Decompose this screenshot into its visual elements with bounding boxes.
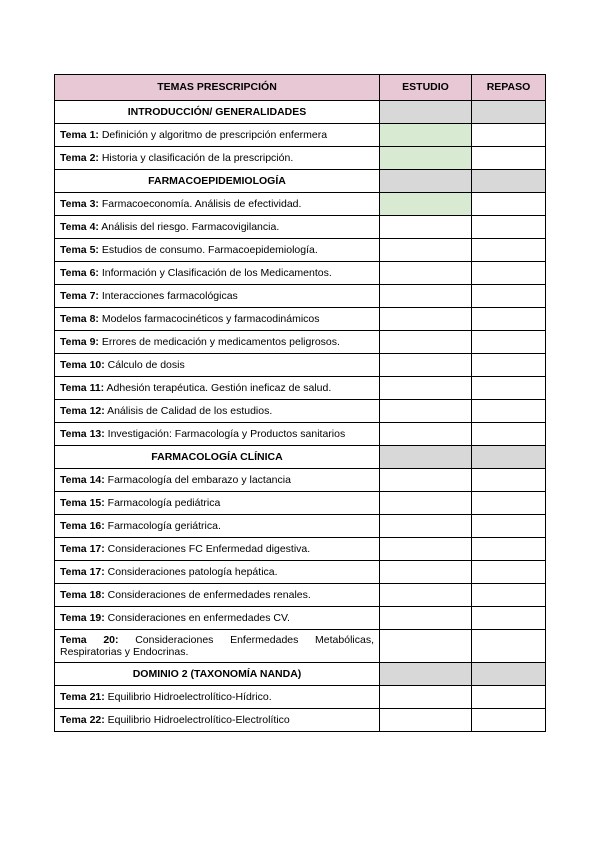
topic-cell: [55, 285, 380, 308]
topic-row: [55, 561, 546, 584]
section-study-cell: [380, 663, 472, 686]
topic-cell: [55, 308, 380, 331]
section-review-cell: [472, 170, 546, 193]
topic-number: Tema 1:: [60, 128, 99, 141]
topic-cell: [55, 262, 380, 285]
topic-row: [55, 308, 546, 331]
section-review-cell: [472, 663, 546, 686]
topic-title: Adhesión terapéutica. Gestión ineficaz de salud.: [104, 381, 332, 394]
study-cell[interactable]: [380, 709, 472, 732]
review-cell[interactable]: [472, 308, 546, 331]
topic-row: [55, 492, 546, 515]
topic-title: Cálculo de dosis: [104, 358, 185, 371]
study-cell[interactable]: [380, 400, 472, 423]
header-review: REPASO: [472, 75, 546, 101]
study-cell-done[interactable]: [380, 147, 472, 170]
topic-cell: [55, 492, 380, 515]
topic-row: [55, 193, 546, 216]
study-cell[interactable]: [380, 262, 472, 285]
section-title: DOMINIO 2 (TAXONOMÍA NANDA): [55, 663, 380, 686]
topic-row: [55, 515, 546, 538]
topic-number: Tema 22:: [60, 713, 105, 726]
topic-title: Historia y clasificación de la prescripción.: [98, 151, 294, 164]
study-plan-table: [54, 74, 546, 732]
topic-title: Modelos farmacocinéticos y farmacodinámicos: [98, 312, 320, 325]
review-cell[interactable]: [472, 262, 546, 285]
header-topics: TEMAS PRESCRIPCIÓN: [55, 75, 380, 101]
topic-row: [55, 262, 546, 285]
topic-title: Consideraciones en enfermedades CV.: [104, 611, 290, 624]
topic-row: [55, 686, 546, 709]
topic-cell: [55, 561, 380, 584]
topic-number: Tema 13:: [60, 427, 105, 440]
topic-title: Farmacología del embarazo y lactancia: [104, 473, 291, 486]
header-study: ESTUDIO: [380, 75, 472, 101]
study-cell-done[interactable]: [380, 124, 472, 147]
topic-row: [55, 469, 546, 492]
topic-row: [55, 709, 546, 732]
review-cell[interactable]: [472, 377, 546, 400]
topic-cell: [55, 515, 380, 538]
topic-cell: [55, 193, 380, 216]
review-cell[interactable]: [472, 423, 546, 446]
topic-row: [55, 538, 546, 561]
section-review-cell: [472, 446, 546, 469]
topic-title: Consideraciones patología hepática.: [104, 565, 278, 578]
section-row: [55, 663, 546, 686]
study-cell-done[interactable]: [380, 193, 472, 216]
section-study-cell: [380, 170, 472, 193]
table-header-row: [55, 75, 546, 101]
topic-cell: [55, 686, 380, 709]
topic-title: Farmacología pediátrica: [104, 496, 221, 509]
topic-cell: [55, 124, 380, 147]
study-cell[interactable]: [380, 607, 472, 630]
topic-number: Tema 8:: [60, 312, 99, 325]
topic-cell: [55, 147, 380, 170]
review-cell[interactable]: [472, 216, 546, 239]
topic-cell: [55, 239, 380, 262]
topic-number: Tema 2:: [60, 151, 99, 164]
topic-row: [55, 584, 546, 607]
topic-row: [55, 216, 546, 239]
study-cell[interactable]: [380, 538, 472, 561]
topic-number: Tema 21:: [60, 690, 105, 703]
topic-row: [55, 607, 546, 630]
topic-number: Tema 14:: [60, 473, 105, 486]
section-row: [55, 101, 546, 124]
topic-cell: [55, 630, 380, 663]
topic-title: Farmacoeconomía. Análisis de efectividad.: [98, 197, 302, 210]
review-cell[interactable]: [472, 686, 546, 709]
topic-row: [55, 239, 546, 262]
topic-row: [55, 377, 546, 400]
topic-title: Investigación: Farmacología y Productos sanitarios: [104, 427, 346, 440]
section-study-cell: [380, 101, 472, 124]
study-cell[interactable]: [380, 216, 472, 239]
topic-row: [55, 331, 546, 354]
topic-number: Tema 20:: [60, 633, 119, 646]
topic-cell: [55, 469, 380, 492]
topic-number: Tema 18:: [60, 588, 105, 601]
review-cell[interactable]: [472, 354, 546, 377]
topic-number: Tema 4:: [60, 220, 99, 233]
study-cell[interactable]: [380, 377, 472, 400]
section-title: FARMACOLOGÍA CLÍNICA: [55, 446, 380, 469]
topic-number: Tema 3:: [60, 197, 99, 210]
study-cell[interactable]: [380, 331, 472, 354]
topic-number: Tema 16:: [60, 519, 105, 532]
topic-row: [55, 124, 546, 147]
topic-cell: [55, 331, 380, 354]
topic-number: Tema 11:: [60, 381, 105, 394]
topic-title: Consideraciones FC Enfermedad digestiva.: [104, 542, 311, 555]
review-cell[interactable]: [472, 492, 546, 515]
study-cell[interactable]: [380, 285, 472, 308]
topic-title: Consideraciones Enfermedades Metabólicas, Respiratorias y Endocrinas.: [60, 633, 374, 658]
topic-row: [55, 423, 546, 446]
study-cell[interactable]: [380, 423, 472, 446]
review-cell[interactable]: [472, 709, 546, 732]
table-body: [55, 101, 546, 732]
review-cell[interactable]: [472, 607, 546, 630]
topic-cell: [55, 377, 380, 400]
review-cell[interactable]: [472, 630, 546, 663]
section-title: INTRODUCCIÓN/ GENERALIDADES: [55, 101, 380, 124]
topic-title: Estudios de consumo. Farmacoepidemiología.: [98, 243, 318, 256]
topic-row: [55, 285, 546, 308]
review-cell[interactable]: [472, 400, 546, 423]
review-cell[interactable]: [472, 584, 546, 607]
topic-number: Tema 17:: [60, 542, 105, 555]
topic-title: Farmacología geriátrica.: [104, 519, 221, 532]
study-cell[interactable]: [380, 630, 472, 663]
review-cell[interactable]: [472, 469, 546, 492]
study-cell[interactable]: [380, 492, 472, 515]
topic-cell: [55, 423, 380, 446]
topic-number: Tema 17:: [60, 565, 105, 578]
section-row: [55, 446, 546, 469]
topic-title: Errores de medicación y medicamentos peligrosos.: [98, 335, 340, 348]
topic-cell: [55, 584, 380, 607]
section-study-cell: [380, 446, 472, 469]
review-cell[interactable]: [472, 285, 546, 308]
topic-cell: [55, 709, 380, 732]
topic-number: Tema 15:: [60, 496, 105, 509]
review-cell[interactable]: [472, 239, 546, 262]
topic-title: Interacciones farmacológicas: [98, 289, 238, 302]
study-cell[interactable]: [380, 308, 472, 331]
topic-number: Tema 7:: [60, 289, 99, 302]
study-cell[interactable]: [380, 561, 472, 584]
topic-cell: [55, 216, 380, 239]
topic-number: Tema 12:: [60, 404, 105, 417]
review-cell[interactable]: [472, 124, 546, 147]
review-cell[interactable]: [472, 147, 546, 170]
review-cell[interactable]: [472, 561, 546, 584]
section-review-cell: [472, 101, 546, 124]
topic-cell: [55, 538, 380, 561]
topic-title: Información y Clasificación de los Medicamentos.: [98, 266, 332, 279]
topic-number: Tema 10:: [60, 358, 105, 371]
topic-row: [55, 354, 546, 377]
section-row: [55, 170, 546, 193]
study-cell[interactable]: [380, 515, 472, 538]
topic-number: Tema 19:: [60, 611, 105, 624]
topic-number: Tema 5:: [60, 243, 99, 256]
topic-row: [55, 147, 546, 170]
review-cell[interactable]: [472, 515, 546, 538]
topic-number: Tema 9:: [60, 335, 99, 348]
review-cell[interactable]: [472, 538, 546, 561]
study-cell[interactable]: [380, 354, 472, 377]
topic-row: [55, 630, 546, 663]
study-cell[interactable]: [380, 239, 472, 262]
section-title: FARMACOEPIDEMIOLOGÍA: [55, 170, 380, 193]
study-cell[interactable]: [380, 686, 472, 709]
topic-title: Análisis de Calidad de los estudios.: [104, 404, 273, 417]
review-cell[interactable]: [472, 193, 546, 216]
topic-title: Definición y algoritmo de prescripción enfermera: [98, 128, 328, 141]
study-cell[interactable]: [380, 584, 472, 607]
topic-cell: [55, 400, 380, 423]
topic-number: Tema 6:: [60, 266, 99, 279]
topic-title: Equilibrio Hidroelectrolítico-Electrolítico: [104, 713, 290, 726]
review-cell[interactable]: [472, 331, 546, 354]
topic-title: Análisis del riesgo. Farmacovigilancia.: [98, 220, 280, 233]
topic-cell: [55, 607, 380, 630]
topic-row: [55, 400, 546, 423]
study-cell[interactable]: [380, 469, 472, 492]
topic-cell: [55, 354, 380, 377]
topic-title: Equilibrio Hidroelectrolítico-Hídrico.: [104, 690, 272, 703]
topic-title: Consideraciones de enfermedades renales.: [104, 588, 311, 601]
